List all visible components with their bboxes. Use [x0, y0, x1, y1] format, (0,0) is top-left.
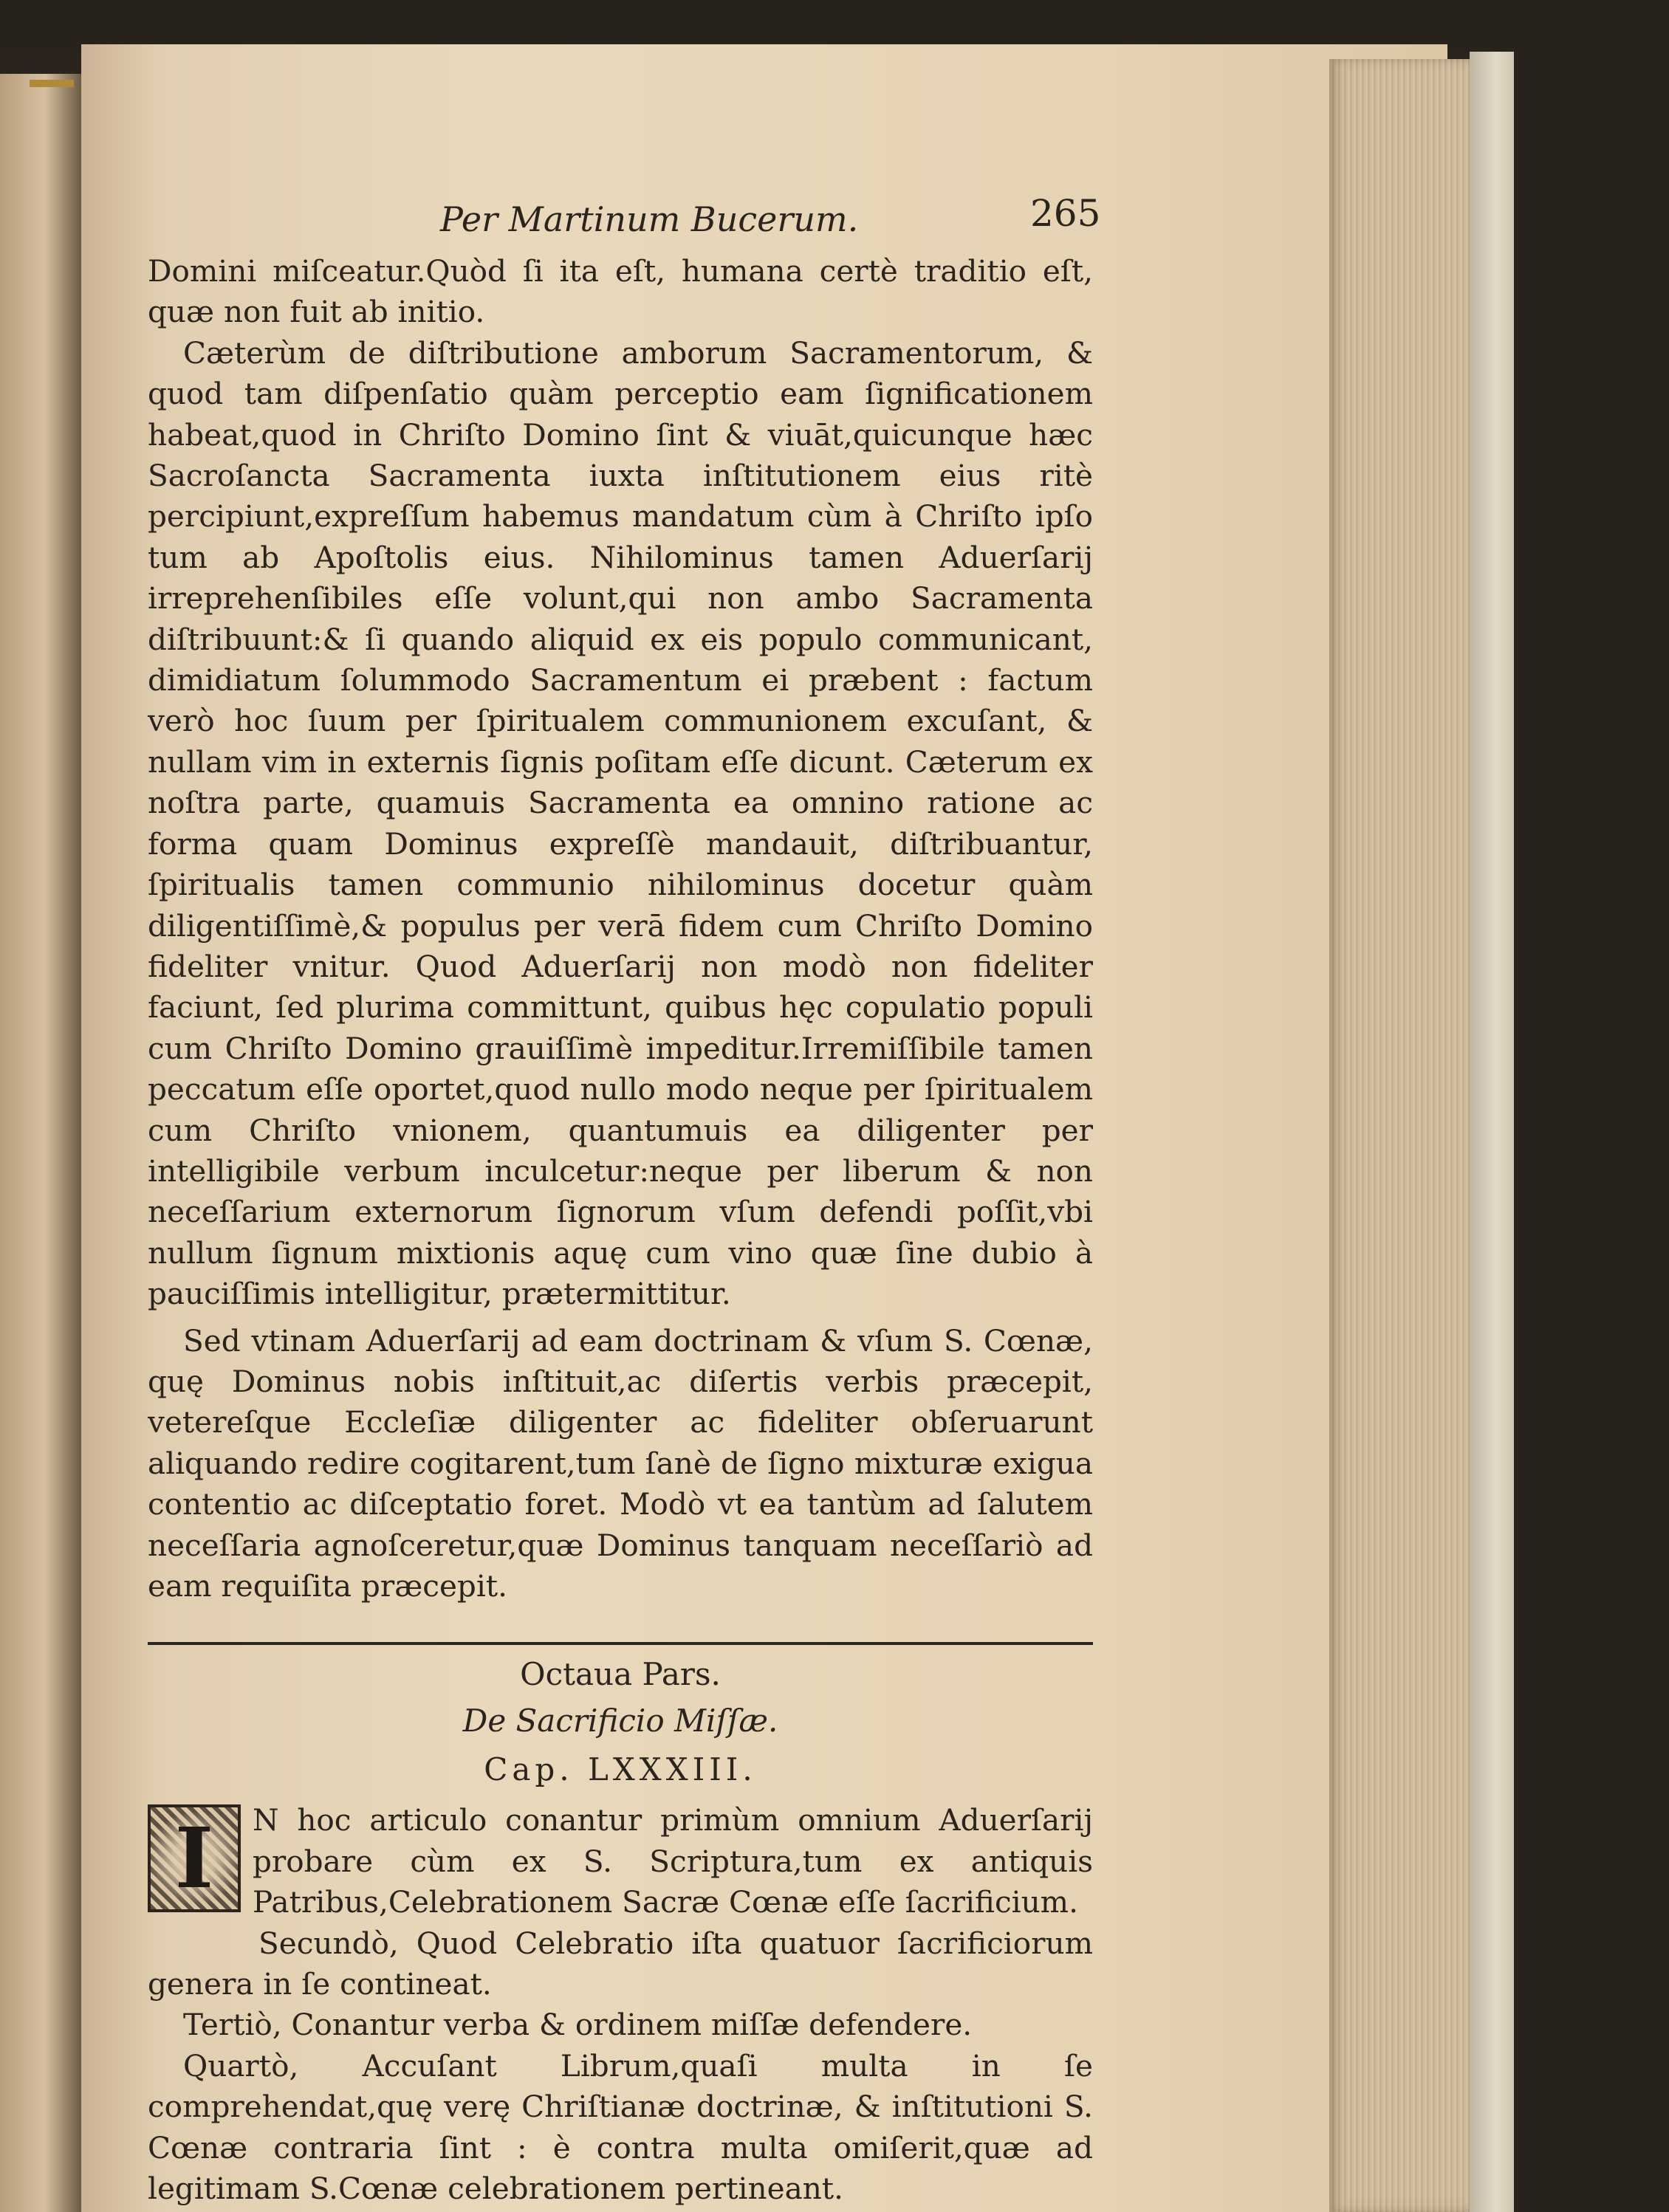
paragraph: Tertiò, Conantur verba & ordinem miſſæ defendere.: [183, 2007, 973, 2043]
section-subtitle: De Sacrificio Miſſæ.: [462, 1703, 778, 1739]
paragraph: Cæterùm de diſtributione amborum Sacramentorum, & quod tam diſpenſatio quàm perceptio eam ſignificationem habeat,quod in Chriſto Domino ſint & viuāt,quicunque hæc Sacroſancta Sacramenta iuxta inſtitutionem eius ritè percipiunt,expreſſum habemus mandatum cùm à Chriſto ipſo tum ab Apoſtolis eius. Nihilominus tamen Aduerſarij irreprehenſibiles eſſe volunt,qui non ambo Sacramenta diſtribuunt:& ſi quando aliquid ex eis populo communicant, dimidiatum ſolummodo Sacramentum ei præbent : factum verò hoc ſuum per ſpiritualem communionem excuſant, & nullam vim in externis ſignis poſitam eſſe dicunt. Cæterum ex noſtra parte, quamuis Sacramenta ea omnino ratione ac forma quam Dominus expreſſè mandauit, diſtribuantur, ſpiritualis tamen communio nihilominus docetur quàm diligentiſſimè,& populus per verā fidem cum Chriſto Domino fideliter vnitur. Quod Aduerſarij non modò non fideliter faciunt, ſed plurima committunt, quibus hęc copulatio populi cum Chriſto Domino grauiſſimè impeditur.Irremiſſibile tamen peccatum eſſe oportet,quod nullo modo neque per ſpiritualem cum Chriſto vnionem, quantumuis ea diligenter per intelligibile verbum inculcetur:neque per liberum & non neceſſarium externorum ſignorum vſum defendi poſſit,vbi nullum ſignum mixtionis aquę cum vino quæ ſine dubio à pauciſſimis intelligitur, prætermittitur.: [148, 334, 1093, 1312]
facing-page-edge: [0, 74, 81, 2212]
section-title: Octaua Pars.: [520, 1656, 721, 1693]
binding-ribbon: [30, 80, 74, 87]
page-number: 265: [1030, 192, 1101, 235]
chapter-heading: Cap. LXXXIII.: [484, 1751, 757, 1788]
paragraph: Sed vtinam Aduerſarij ad eam doctrinam & vſum S. Cœnæ, quę Dominus nobis inſtituit,ac diſertis verbis præcepit, vetereſque Eccleſiæ diligenter ac fideliter obſeruarunt aliquando redire cogitarent,tum ſanè de ſigno mixturæ exigua contentio ac diſceptatio foret. Modò vt ea tantùm ad ſalutem neceſſaria agnoſceretur,quæ Dominus tanquam neceſſariò ad eam requiſita præcepit.: [148, 1322, 1093, 1604]
paragraph: N hoc articulo conantur primùm omnium Aduerſarij probare cùm ex S. Scriptura,tum ex antiquis Patribus,Celebrationem Sacræ Cœnæ eſſe ſacrificium.: [253, 1802, 1093, 1920]
book-cover-edge: [1470, 52, 1514, 2212]
background-right: [1514, 0, 1669, 2212]
decorated-initial: [148, 1804, 241, 1912]
running-head: Per Martinum Bucerum.: [440, 199, 859, 239]
page-text: [148, 192, 1101, 2209]
paragraph: Secundò, Quod Celebratio iſta quatuor ſacrificiorum genera in ſe contineat.: [148, 1925, 1093, 2002]
page-header: [148, 192, 1101, 251]
paragraph: Domini miſceatur.Quòd ſi ita eſt, humana certè traditio eſt, quæ non fuit ab initio.: [148, 253, 1093, 330]
page-fore-edge: [1329, 59, 1470, 2212]
initial-letter: I: [151, 1807, 238, 1909]
chapter-body: [148, 1800, 1093, 2209]
paragraph: Quartò, Accuſant Librum,quaſi multa in ſe comprehendat,quę verę Chriſtianæ doctrinæ, & inſtitutioni S. Cœnæ contraria ſint : è contra multa omiſerit,quæ ad legitimam S.Cœnæ celebrationem pertineant.: [148, 2047, 1093, 2207]
section-divider: [148, 1642, 1093, 1645]
